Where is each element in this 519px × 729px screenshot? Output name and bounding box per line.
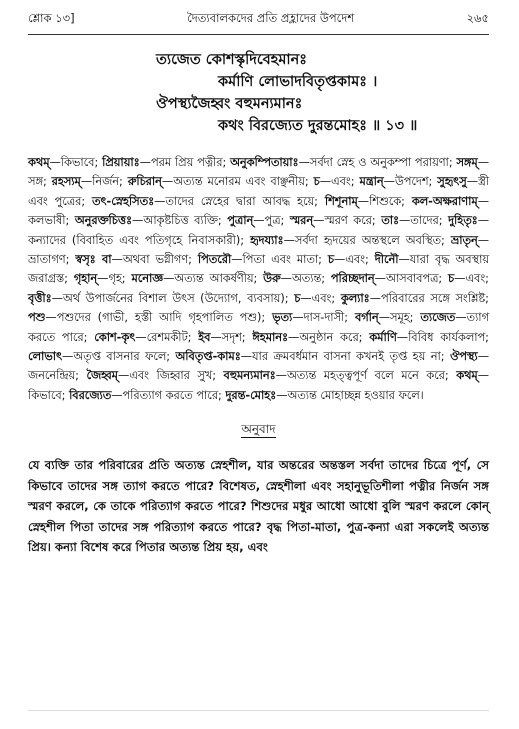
synonym-term: মন্ত্রান্ [359,175,384,189]
synonym-term: তাঃ [381,214,399,228]
synonym-meaning: —ত্যাগ করতে পারে; [28,311,489,344]
synonym-meaning: —সমূহ; [378,311,421,325]
synonym-meaning: —উপদেশ; [383,175,438,189]
synonym-term: ইব [198,330,211,344]
synonym-meaning: —এবং; [300,291,341,305]
synonym-meaning: —পিতা এবং মাতা; [231,253,328,267]
verse-line-4: কথং বিরজ্যেত দুরন্তমোহঃ ॥ ১৩ ॥ [218,117,418,134]
synonym-term: সঙ্গম্ [456,156,478,169]
synonym-term: গৃহান্ [73,272,98,286]
translation-heading [28,421,489,441]
synonym-term: দুহিতৃঃ [448,214,478,228]
synonym-term: ভৃত্য [272,311,293,325]
synonym-meaning: —দাস-দাসী; [292,311,355,325]
synonym-meaning: —অতৃপ্ত বাসনার ফলে; [62,350,176,364]
synonym-meaning: —এবং; [334,253,375,267]
synonym-meaning: —পরিত্যাগ করতে পারে; [111,388,226,402]
synonym-term: কুল্যাঃ [340,291,370,305]
synonym-meaning: —পশুদের (গাভী, হস্তী আদি গৃহপালিত পশু); [45,311,273,325]
synonym-meaning: —অত্যন্ত মোহাচ্ছন্ন হওয়ার ফলে। [276,388,424,402]
synonym-meaning: —সর্বদা স্নেহ ও অনুকম্পা পরায়ণা; [298,156,457,169]
synonym-meaning: —সঙ্গ; [28,156,489,189]
sanskrit-verse [28,49,489,137]
translation-heading-text: অনুবাদ [241,422,276,437]
header-rule [28,34,489,35]
synonym-meaning: —স্মরণ করে; [313,214,382,228]
synonym-meaning: —এবং; [319,175,360,189]
synonym-term: বৃত্তীঃ [28,291,52,305]
synonym-term: ঈহমানঃ [252,330,289,344]
synonym-meaning: —কিভাবে; [28,369,489,402]
synonym-term: অনুরক্তচিত্তঃ [74,214,132,228]
synonym-term: চ [313,175,320,189]
synonym-meaning: —বিবিধ কার্যকলাপ; [396,330,489,344]
page-number: ২৬৫ [466,11,489,25]
synonym-term: স্বসৃঃ বা [75,253,112,267]
synonym-term: লোভাৎ [28,350,63,364]
synonym-meaning: —এবং জিহ্বার সুখ; [117,369,224,383]
synonym-meaning: —নির্জন; [80,175,128,189]
synonym-meaning: —পুত্র; [253,214,290,228]
synonym-meaning: —অর্থ উপার্জনের বিশাল উৎস (উদ্যোগ, ব্যবসায়); [51,291,295,305]
synonym-term: অনুকম্পিতায়াঃ [230,156,299,169]
synonym-term: দুরন্ত-মোহঃ [225,388,277,402]
translation-text: যে ব্যক্তি তার পরিবারের প্রতি অত্যন্ত স্নেহশীল, যার অন্তরের অন্তস্তল সর্বদা তাদের চিত্রে পূর্ণ, সে কিভাবে তাদের সঙ্গ ত্যাগ করতে পারে? বিশেষত, স্নেহশীলা এবং সহানুভূতিশীলা পত্নীর নির্জন সঙ্গ স্মরণ করলে, কে তাকে পরিত্যাগ করতে পারে? শিশুদের মধুর আধো আধো বুলি স্মরণ করলে কোন্ স্নেহশীল পিতা তাদের সঙ্গ পরিত্যাগ করতে পারে? বৃদ্ধ পিতা-মাতা, পুত্র-কন্যা এরা সকলেই অত্যন্ত প্রিয়। কন্যা বিশেষ করে পিতার অত্যন্ত প্রিয় হয়, এবং [28,458,489,555]
synonym-meaning: —অত্যন্ত; [280,272,331,286]
synonym-term: দীনৌ [374,253,399,267]
synonym-term: শিশূনাম্ [324,194,358,208]
synonym-meaning: —পরম প্রিয় পত্নীর; [139,156,231,169]
synonym-term: পশু [28,311,46,325]
synonym-term: চ [448,272,455,286]
synonym-term: হৃদয্যাঃ [250,233,284,247]
synonym-term: স্মরন্ [289,214,314,228]
synonym-term: উরু [263,272,281,286]
synonym-term: কল-অক্ষরাণাম্ [411,194,478,208]
synonym-term: ত্যজেত [420,311,456,325]
synonym-term: বর্গান্ [354,311,379,325]
synonym-term: চ [294,291,301,305]
synonym-meaning: —গৃহ; [97,272,132,286]
synonym-term: মনোজ্ঞ [131,272,164,286]
verse-line-2: কর্মাণি লোভাদবিতৃপ্তকামঃ । [218,73,378,90]
running-header [28,0,489,29]
synonym-meaning: —অত্যন্ত আকর্ষণীয়; [163,272,264,286]
verse-line-3: ঔপস্থ্যজৈহ্বং বহুমন্যমানঃ [156,95,303,112]
synonym-term: বহুমন্যমানঃ [223,369,276,383]
verse-reference: শ্লোক ১৩] [28,11,75,25]
synonym-meaning: —সদৃশ; [210,330,253,344]
verse-line-1: ত্যজেত কোশস্কৃদিবেহমানঃ [156,51,307,68]
synonym-meaning: —যারা বৃদ্ধ অবস্থায় জরাগ্রস্ত; [28,253,489,286]
synonym-term: তৎ-স্নেহসিতঃ [92,194,155,208]
synonym-term: অবিতৃপ্ত-কামঃ [175,350,241,364]
synonym-term: ভ্রাতৃন্ [450,233,478,247]
synonym-term: চ [327,253,334,267]
synonym-term: পুত্রান্ [227,214,254,228]
synonym-term: বিরজ্যেত [69,388,112,402]
synonym-term: রুচিরান্ [127,175,162,189]
synonym-meaning: —এবং; [454,272,489,286]
bottom-divider [28,710,489,711]
synonym-meaning: —আসবাবপত্র; [374,272,449,286]
synonym-meaning: —ভ্রাতাগণ; [28,233,489,267]
synonym-term: কর্মাণি [369,330,397,344]
synonym-term: কোশ-কৃৎ [94,330,136,344]
synonym-meaning: —কিভাবে; [49,156,103,169]
synonym-meaning: —অত্যন্ত মনোরম এবং বাঞ্ছনীয়; [161,175,314,189]
synonym-meaning: —তাদের স্নেহের দ্বারা আবদ্ধ হয়ে; [154,194,325,208]
synonym-term: কথম্ [456,369,478,383]
synonym-meaning: —রেশমকীট; [135,330,199,344]
synonym-meaning: —আকৃষ্টচিত্ত ব্যক্তি; [132,214,228,228]
synonym-term: পরিচ্ছদান্ [330,272,375,286]
word-for-word-synonyms [28,153,489,405]
synonym-term: রহস্যম্ [51,175,81,189]
chapter-title: দৈত্যবালকদের প্রতি প্রহ্লাদের উপদেশ [187,11,355,25]
synonym-meaning: —শিশুকে; [357,194,412,208]
synonym-term: ঔপস্থ্য [449,350,478,364]
synonym-term: পিতরৌ [197,253,232,267]
synonym-meaning: —জননেন্দ্রিয়; [28,350,489,383]
synonym-term: সুহৃৎসু [437,175,467,189]
synonym-term: কথম্ [28,156,50,169]
synonym-meaning: —কন্যাদের (বিবাহিত এবং পতিগৃহে নিবাসকারী); [28,214,489,247]
synonym-meaning: —স্ত্রী এবং পুত্রের; [28,175,489,208]
synonym-term: প্রিয়ায়াঃ [102,156,140,169]
synonym-meaning: —পরিবারের সঙ্গে সংশ্লিষ্ট; [369,291,489,305]
synonym-meaning: —যার ক্রমবর্ধমান বাসনা কখনই তৃপ্ত হয় না; [240,350,450,364]
synonym-term: জৈহ্বম্ [86,369,118,383]
synonym-meaning: —কলভাষী; [28,194,489,228]
synonym-meaning: —অত্যন্ত মহত্ত্বপূর্ণ বলে মনে করে; [275,369,457,383]
synonym-meaning: —তাদের; [399,214,449,228]
synonym-meaning: —অথবা ভগ্নীগণ; [111,253,198,267]
synonym-meaning: —সর্বদা হৃদয়ের অন্তস্থলে অবস্থিত; [283,233,451,247]
synonym-meaning: —অনুষ্ঠান করে; [288,330,370,344]
